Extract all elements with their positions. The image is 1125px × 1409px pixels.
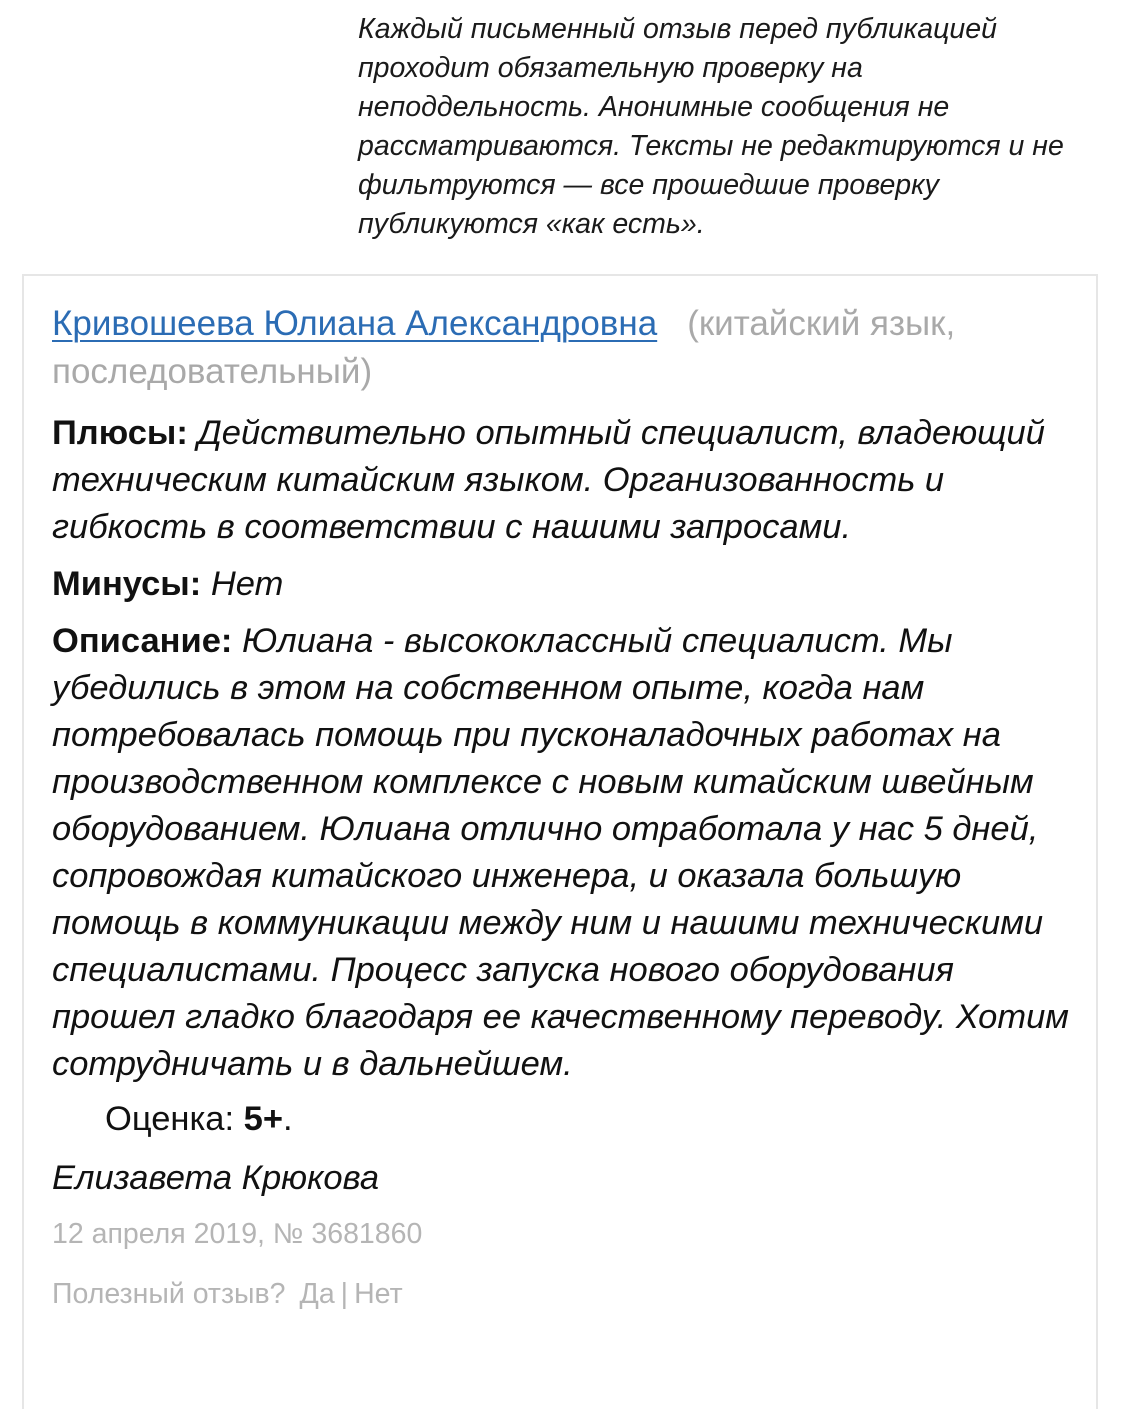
- rating-label: Оценка:: [105, 1100, 235, 1138]
- description-text: Юлиана - высококлассный специалист. Мы убедились в этом на собственном опыте, когда нам потребовалась помощь при пусконаладочных работах на производственном комплексе с новым китайским швейным оборудованием. Юлиана отлично отработала у нас 5 дней, сопровождая китайского инженера, и оказала большую помощь в коммуникации между ним и нашими техническими специалистами. Процесс запуска нового оборудования прошел гладко благодаря ее качественному переводу. Хотим сотрудничать и в дальнейшем.: [52, 622, 1069, 1083]
- cons-text: Нет: [210, 565, 284, 603]
- helpful-separator: |: [340, 1278, 349, 1310]
- pros-section: [52, 410, 1072, 551]
- rating: [105, 1096, 1072, 1143]
- review-header: [52, 300, 1072, 396]
- reviewer-signature: Елизавета Крюкова: [52, 1159, 380, 1197]
- helpful-yes-link[interactable]: Да: [299, 1278, 335, 1310]
- review-card: [22, 274, 1098, 1409]
- helpful-feedback: [52, 1274, 1072, 1314]
- rating-value: 5+: [243, 1100, 284, 1138]
- description-label: Описание:: [52, 622, 233, 660]
- review-content: [52, 300, 1072, 1314]
- pros-label: Плюсы:: [52, 414, 188, 452]
- translator-specialty: (китайский язык, последовательный): [52, 304, 956, 391]
- moderation-notice: Каждый письменный отзыв перед публикацией проходит обязательную проверку на неподдельность. Анонимные сообщения не рассматриваются. Тексты не редактируются и не фильтруются — все прошедшие проверку публикуются «как есть».: [358, 13, 1064, 240]
- translator-name-link[interactable]: Кривошеева Юлиана Александровна: [52, 304, 658, 343]
- cons-section: [52, 561, 1072, 608]
- helpful-no-link[interactable]: Нет: [354, 1278, 403, 1310]
- review-date-number: 12 апреля 2019, № 3681860: [52, 1218, 423, 1250]
- rating-end: .: [283, 1100, 293, 1138]
- pros-text: Действительно опытный специалист, владеющий техническим китайским языком. Организованность и гибкость в соответствии с нашими запросами.: [52, 414, 1045, 546]
- description-section: [52, 618, 1072, 1088]
- helpful-question: Полезный отзыв?: [52, 1278, 286, 1310]
- cons-label: Минусы:: [52, 565, 202, 603]
